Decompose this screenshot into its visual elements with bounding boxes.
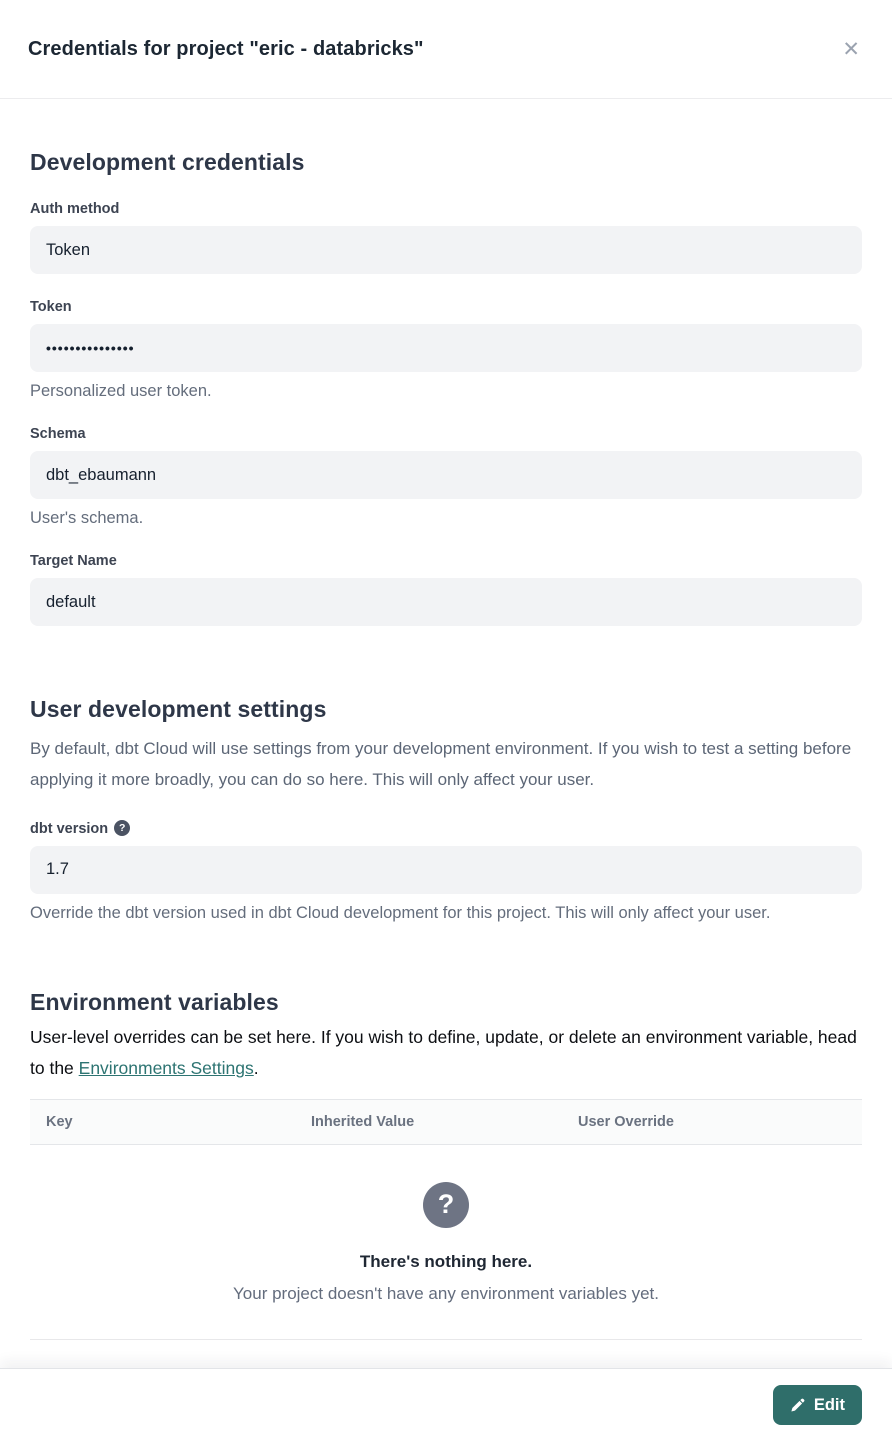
modal-footer: [0, 1368, 892, 1441]
column-header-inherited-value: Inherited Value: [311, 1113, 415, 1130]
environment-variables-description: [30, 1022, 862, 1085]
env-variables-table-header: [30, 1099, 862, 1145]
modal-body: [0, 149, 892, 1340]
env-description-before-link: User-level overrides can be set here. If you wish to define, update, or delete an environment variable, head to the: [30, 1026, 857, 1079]
empty-state-title: There's nothing here.: [359, 1251, 533, 1271]
environments-settings-link[interactable]: Environments Settings: [78, 1058, 254, 1079]
user-development-settings-heading: User development settings: [30, 696, 327, 722]
token-helper-text: Personalized user token.: [30, 382, 212, 400]
empty-state-subtitle: Your project doesn't have any environment variables yet.: [233, 1283, 659, 1303]
question-mark-icon: ?: [423, 1182, 469, 1228]
column-header-user-override: User Override: [578, 1113, 674, 1130]
schema-label: Schema: [30, 426, 86, 442]
column-header-key: Key: [46, 1113, 73, 1130]
close-icon[interactable]: ✕: [838, 35, 864, 64]
dbt-version-field-group: [30, 821, 862, 923]
modal-header: [0, 0, 892, 99]
token-label: Token: [30, 299, 72, 315]
edit-button-label: Edit: [813, 1395, 845, 1414]
pencil-icon: [790, 1398, 805, 1413]
auth-method-input[interactable]: [30, 226, 862, 274]
development-credentials-heading: Development credentials: [30, 149, 305, 175]
schema-helper-text: User's schema.: [30, 509, 144, 527]
token-field-group: [30, 299, 862, 401]
schema-field-group: [30, 426, 862, 528]
help-icon[interactable]: ?: [114, 820, 130, 836]
edit-button[interactable]: [773, 1385, 862, 1425]
dbt-version-label-text: dbt version: [30, 820, 109, 837]
user-development-settings-description: By default, dbt Cloud will use settings from your development environment. If you wish to test a setting before applying it more broadly, you can do so here. This will only affect your user.: [30, 739, 852, 790]
dbt-version-label: [30, 821, 862, 837]
target-name-input[interactable]: [30, 578, 862, 626]
modal-title: Credentials for project "eric - databricks": [28, 37, 424, 60]
token-input[interactable]: [30, 324, 862, 372]
target-name-label: Target Name: [30, 553, 117, 569]
bottom-divider: [30, 1339, 862, 1340]
auth-method-field-group: [30, 201, 862, 274]
environment-variables-heading: Environment variables: [30, 988, 279, 1015]
env-description-after-link: .: [253, 1058, 259, 1079]
dbt-version-input[interactable]: [30, 846, 862, 894]
target-name-field-group: [30, 553, 862, 626]
auth-method-label: Auth method: [30, 201, 120, 217]
schema-input[interactable]: [30, 451, 862, 499]
env-variables-empty-state: [30, 1145, 862, 1304]
dbt-version-helper-text: Override the dbt version used in dbt Cloud development for this project. This will only affect your user.: [30, 903, 771, 922]
